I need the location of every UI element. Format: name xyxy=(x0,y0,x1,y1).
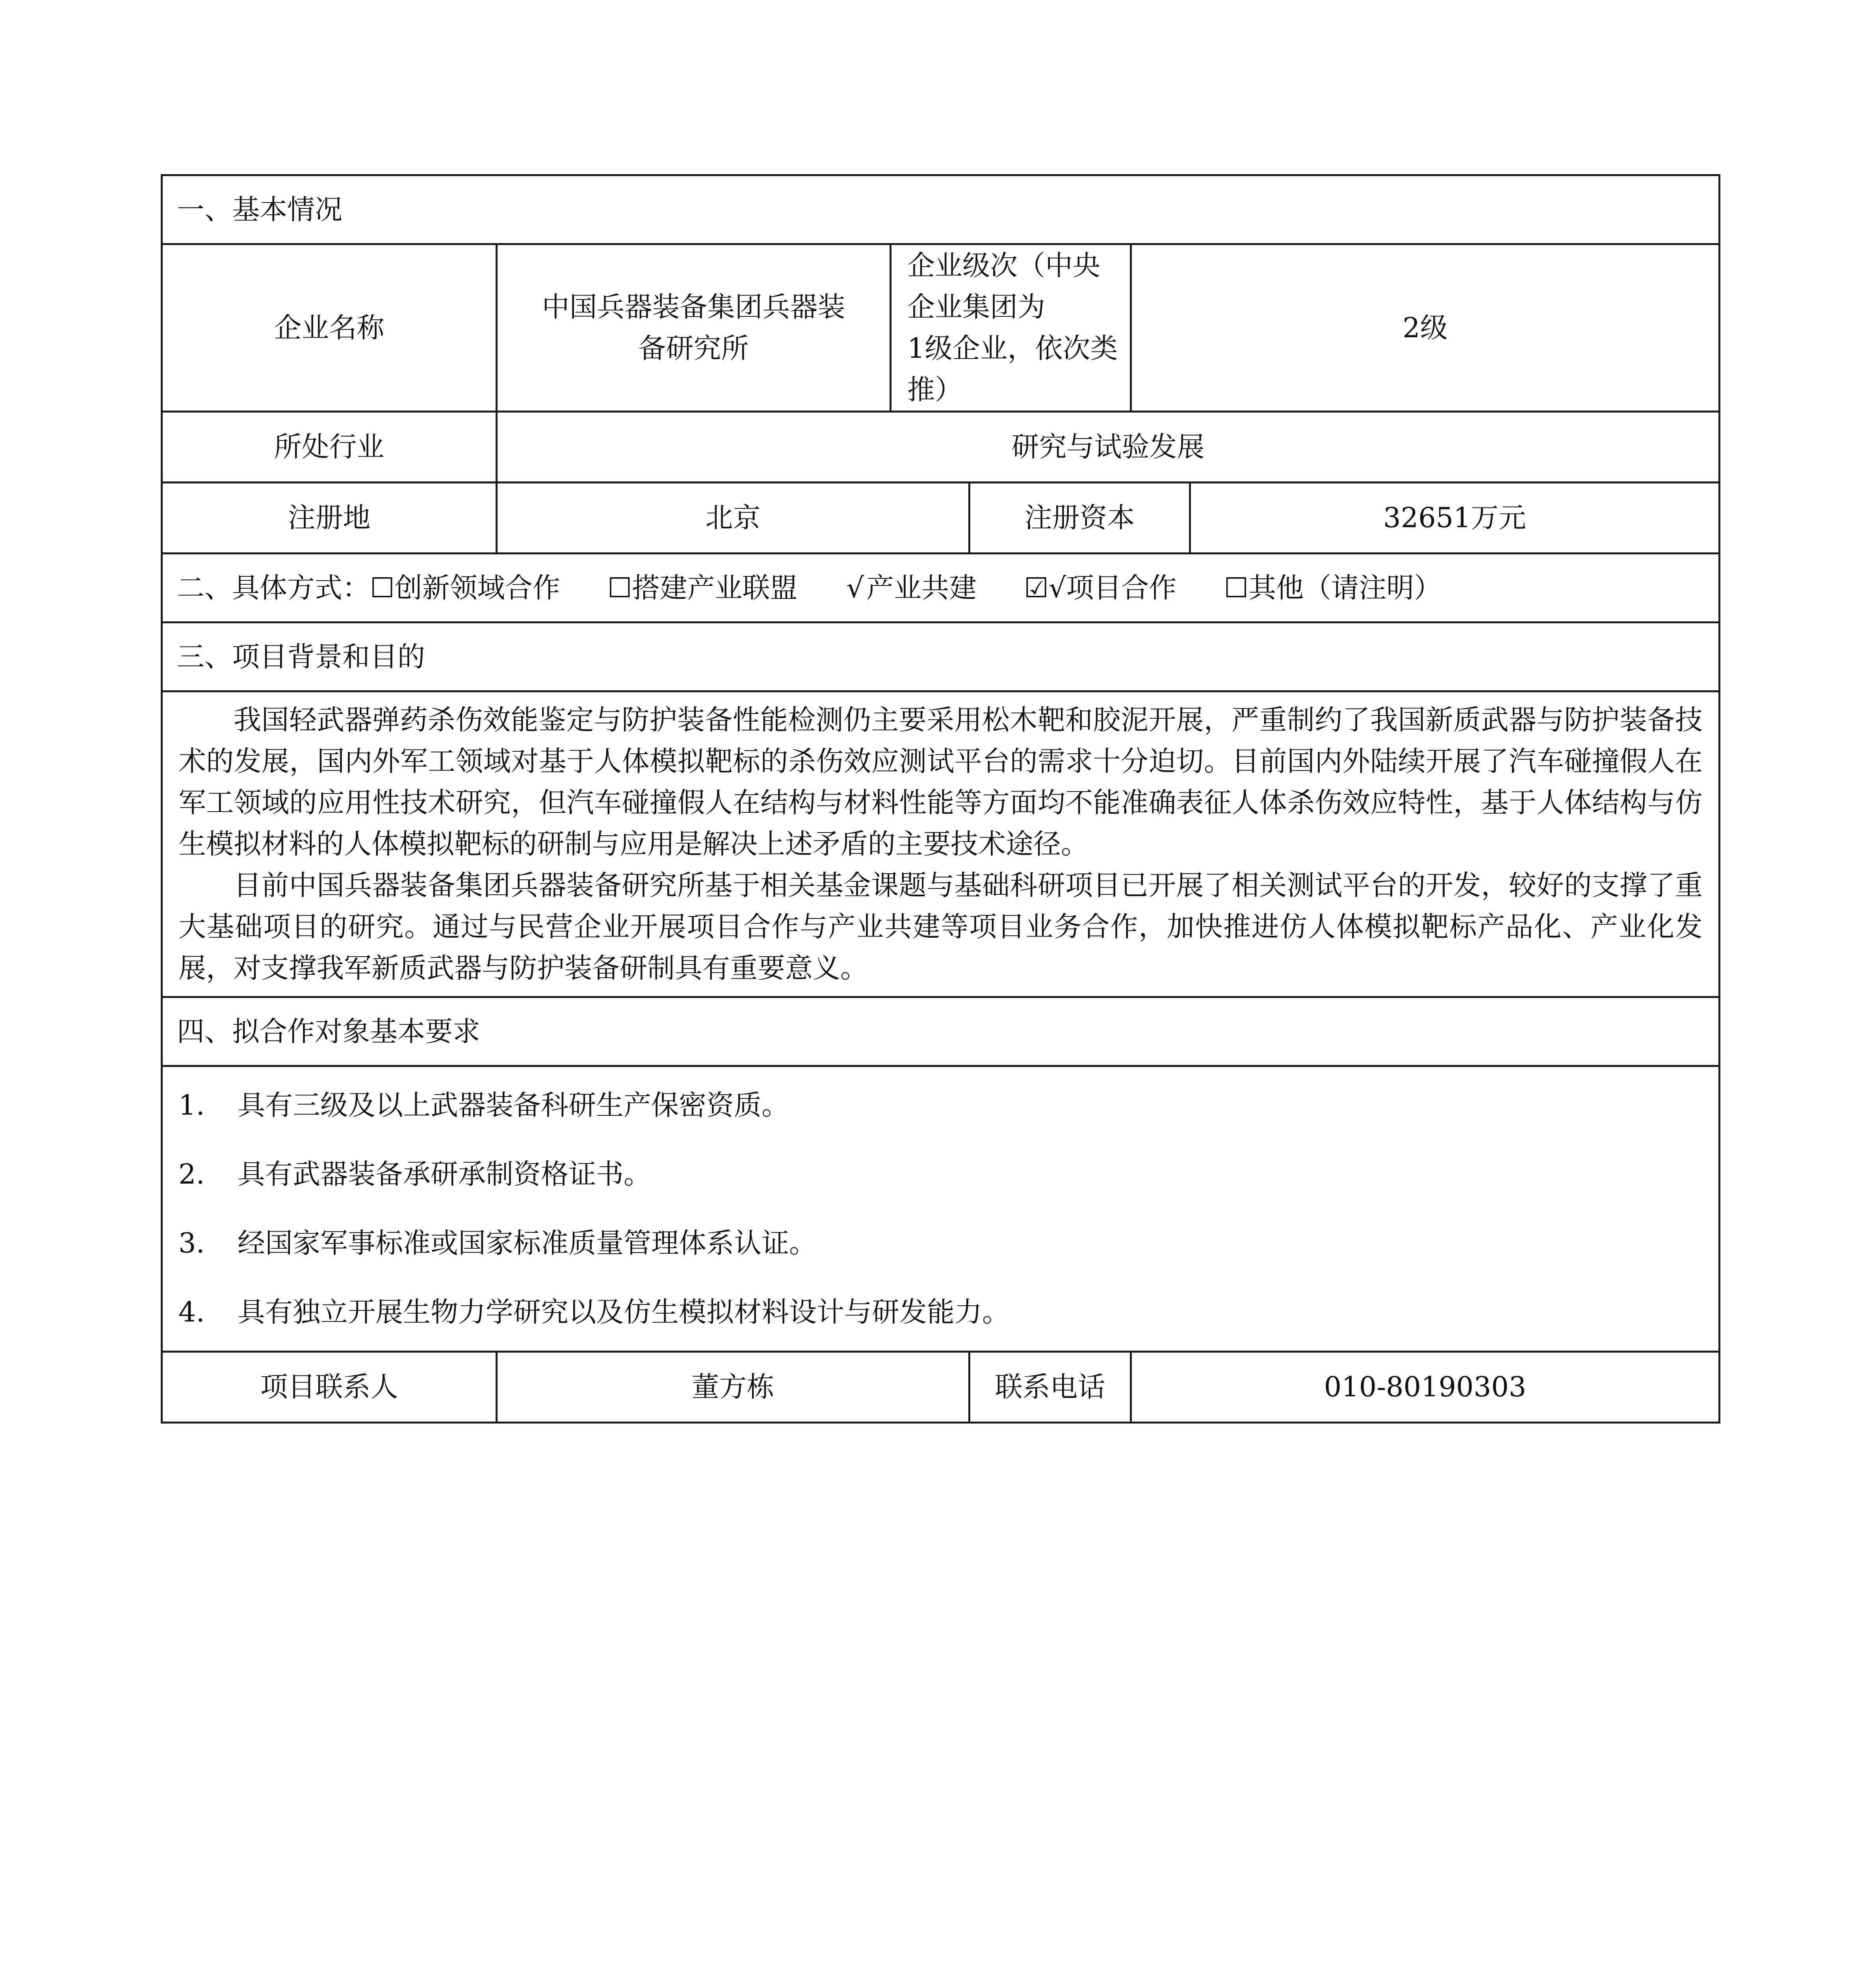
industry-row xyxy=(162,412,1720,483)
list-item xyxy=(178,1209,1703,1278)
section-basic-heading-row xyxy=(162,175,1720,244)
registered-place-value: 北京 xyxy=(497,483,970,554)
list-item-number: 1. xyxy=(178,1089,205,1121)
checkbox-icon: ☐ xyxy=(370,571,395,604)
enterprise-level-label-line2: 1级企业，依次类推） xyxy=(907,332,1118,406)
option-label: 产业共建 xyxy=(866,571,977,604)
registered-capital-label: 注册资本 xyxy=(970,483,1190,554)
option-project-cooperation xyxy=(1024,567,1176,609)
enterprise-name-line1: 中国兵器装备集团兵器装 xyxy=(542,291,845,323)
contact-phone-value: 010-80190303 xyxy=(1131,1352,1720,1423)
section-basic-title: 一、基本情况 xyxy=(162,175,1720,244)
contact-person-label: 项目联系人 xyxy=(162,1352,497,1423)
project-info-form xyxy=(161,174,1720,1424)
option-label: 其他（请注明） xyxy=(1248,571,1442,604)
section-background-title: 三、项目背景和目的 xyxy=(162,623,1720,691)
registered-capital-value: 32651万元 xyxy=(1190,483,1720,554)
enterprise-level-label xyxy=(891,244,1131,412)
option-label: 搭建产业联盟 xyxy=(632,571,798,604)
enterprise-name-line2: 备研究所 xyxy=(638,332,749,364)
section-mode-cell xyxy=(162,554,1720,623)
enterprise-name-value xyxy=(497,244,891,412)
option-label: 项目合作 xyxy=(1066,571,1177,604)
option-other xyxy=(1224,567,1442,609)
section-background-body xyxy=(162,691,1720,997)
section-mode-title: 二、具体方式： xyxy=(177,571,370,604)
list-item-text: 具有武器装备承研承制资格证书。 xyxy=(238,1158,651,1190)
check-mark-icon: √ xyxy=(846,571,864,604)
checked-checkbox-icon: ☑√ xyxy=(1024,571,1066,604)
option-industry-co-construction xyxy=(845,567,977,609)
list-item-text: 具有三级及以上武器装备科研生产保密资质。 xyxy=(238,1089,789,1121)
section-background-body-row xyxy=(162,691,1720,997)
industry-label: 所处行业 xyxy=(162,412,497,483)
enterprise-level-label-line1: 企业级次（中央企业集团为 xyxy=(907,249,1100,323)
list-item xyxy=(178,1278,1703,1347)
checkbox-icon: ☐ xyxy=(1224,571,1249,604)
enterprise-name-label: 企业名称 xyxy=(162,244,497,412)
background-paragraph-1: 我国轻武器弹药杀伤效能鉴定与防护装备性能检测仍主要采用松木靶和胶泥开展，严重制约了我国新质武器与防护装备技术的发展，国内外军工领域对基于人体模拟靶标的杀伤效应测试平台的需求十分迫切。目前国内外陆续开展了汽车碰撞假人在军工领域的应用性技术研究，但汽车碰撞假人在结构与材料性能等方面均不能准确表征人体杀伤效应特性，基于人体结构与仿生模拟材料的人体模拟靶标的研制与应用是解决上述矛盾的主要技术途径。 xyxy=(178,704,1703,860)
industry-value: 研究与试验发展 xyxy=(497,412,1720,483)
contact-phone-label: 联系电话 xyxy=(970,1352,1131,1423)
registered-place-label: 注册地 xyxy=(162,483,497,554)
list-item-text: 具有独立开展生物力学研究以及仿生模拟材料设计与研发能力。 xyxy=(238,1296,1010,1328)
list-item xyxy=(178,1071,1703,1140)
list-item-number: 3. xyxy=(178,1227,205,1259)
registration-row xyxy=(162,483,1720,554)
list-item-number: 4. xyxy=(178,1296,205,1328)
enterprise-row xyxy=(162,244,1720,412)
list-item-text: 经国家军事标准或国家标准质量管理体系认证。 xyxy=(238,1227,817,1259)
contact-person-value: 董方栋 xyxy=(497,1352,970,1423)
list-item xyxy=(178,1140,1703,1209)
section-requirements-body-row xyxy=(162,1066,1720,1352)
list-item-number: 2. xyxy=(178,1158,205,1190)
section-requirements-title: 四、拟合作对象基本要求 xyxy=(162,997,1720,1066)
section-requirements-heading-row xyxy=(162,997,1720,1066)
contact-row xyxy=(162,1352,1720,1423)
checkbox-icon: ☐ xyxy=(607,571,632,604)
enterprise-level-value: 2级 xyxy=(1131,244,1720,412)
background-paragraph-2: 目前中国兵器装备集团兵器装备研究所基于相关基金课题与基础科研项目已开展了相关测试平台的开发，较好的支撑了重大基础项目的研究。通过与民营企业开展项目合作与产业共建等项目业务合作，加快推进仿人体模拟靶标产品化、产业化发展，对支撑我军新质武器与防护装备研制具有重要意义。 xyxy=(178,869,1703,984)
section-mode-row xyxy=(162,554,1720,623)
option-industry-alliance xyxy=(607,567,798,609)
requirements-list xyxy=(162,1066,1720,1352)
option-label: 创新领域合作 xyxy=(394,571,560,604)
option-innovation-cooperation xyxy=(370,567,560,609)
section-background-heading-row xyxy=(162,623,1720,691)
